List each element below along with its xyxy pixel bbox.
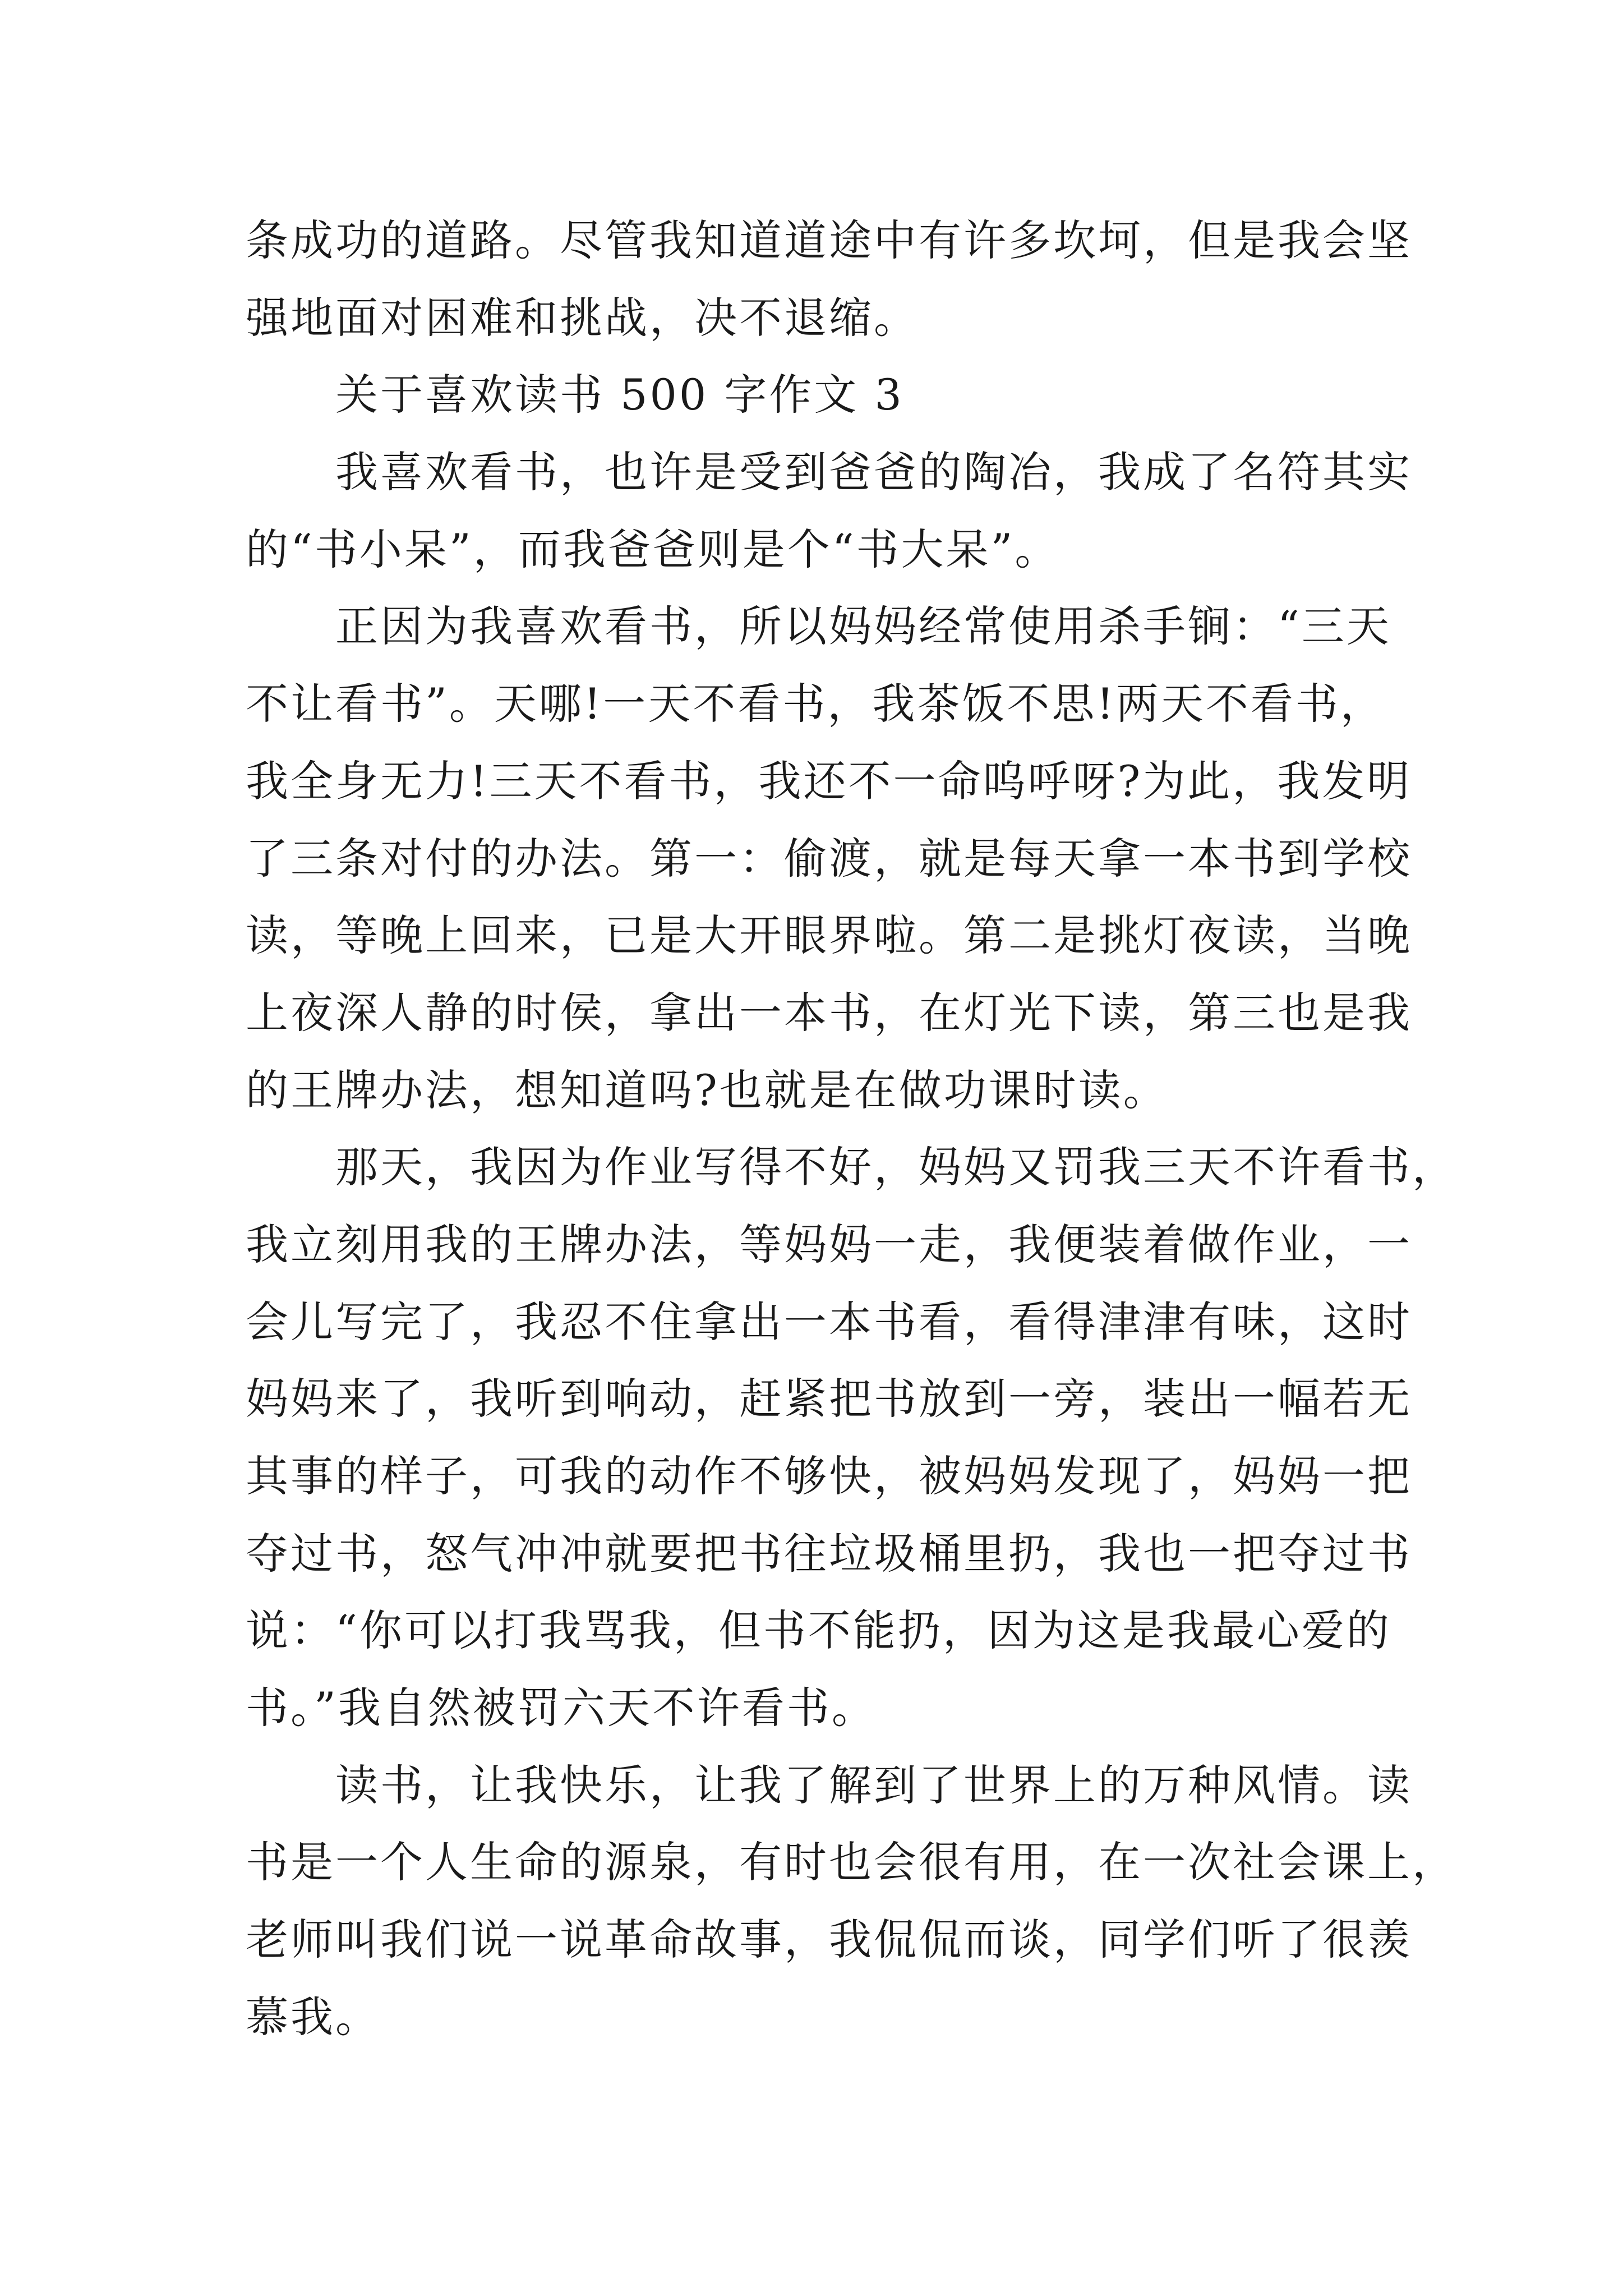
text-line: 我全身无力!三天不看书，我还不一命呜呼呀?为此，我发明 [246,756,1412,806]
text-line: 书是一个人生命的源泉，有时也会很有用，在一次社会课上， [246,1837,1457,1888]
text-line: 上夜深人静的时侯，拿出一本书，在灯光下读，第三也是我 [246,987,1412,1038]
text-line: 我立刻用我的王牌办法，等妈妈一走，我便装着做作业，一 [246,1219,1412,1269]
text-line: 我喜欢看书，也许是受到爸爸的陶冶，我成了名符其实 [335,447,1412,498]
text-line: 会儿写完了，我忍不住拿出一本书看，看得津津有味，这时 [246,1296,1412,1347]
text-line: 读，等晚上回来，已是大开眼界啦。第二是挑灯夜读，当晚 [246,910,1412,961]
document-body [246,202,1457,2056]
section-heading: 关于喜欢读书 500 字作文 3 [335,370,904,420]
text-line: 读书，让我快乐，让我了解到了世界上的万种风情。读 [335,1760,1412,1810]
text-line: 妈妈来了，我听到响动，赶紧把书放到一旁，装出一幅若无 [246,1374,1412,1424]
text-line: 强地面对困难和挑战，决不退缩。 [246,292,919,343]
text-line: 老师叫我们说一说革命故事，我侃侃而谈，同学们听了很羡 [246,1915,1412,1965]
text-line: 的“书小呆”，而我爸爸则是个“书大呆”。 [246,524,1060,574]
text-line: 书。”我自然被罚六天不许看书。 [246,1683,877,1733]
text-line: 不让看书”。天哪!一天不看书，我茶饭不思!两天不看书， [246,679,1385,729]
text-line: 的王牌办法，想知道吗?也就是在做功课时读。 [246,1065,1168,1115]
text-line: 条成功的道路。尽管我知道道途中有许多坎坷，但是我会坚 [246,215,1412,265]
text-line: 正因为我喜欢看书，所以妈妈经常使用杀手锏：“三天 [335,601,1391,652]
text-line: 说：“你可以打我骂我，但书不能扔，因为这是我最心爱的 [246,1605,1391,1656]
text-line: 那天，我因为作业写得不好，妈妈又罚我三天不许看书， [335,1142,1457,1193]
text-line: 了三条对付的办法。第一：偷渡，就是每天拿一本书到学校 [246,833,1412,884]
text-line: 其事的样子，可我的动作不够快，被妈妈发现了，妈妈一把 [246,1451,1412,1501]
text-line: 夺过书，怒气冲冲就要把书往垃圾桶里扔，我也一把夺过书 [246,1528,1412,1579]
text-line: 慕我。 [246,1991,380,2042]
